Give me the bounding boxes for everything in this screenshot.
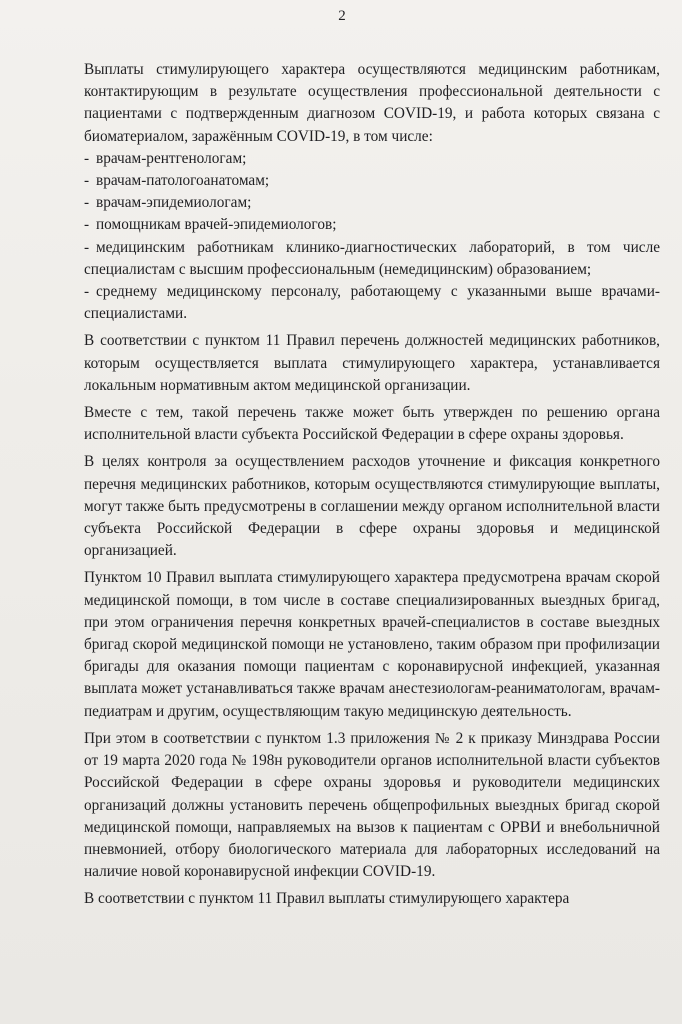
specialist-list bbox=[84, 148, 660, 326]
list-item: - врачам-эпидемиологам; bbox=[84, 194, 252, 212]
intro-paragraph bbox=[84, 59, 660, 148]
page-number: 2 bbox=[338, 8, 346, 24]
list-item: - медицинским работникам клинико-диагностических лабораторий, в том числе специалистам с высшим профессиональным (немедицинским) образованием; bbox=[84, 238, 660, 278]
list-item: - врачам-рентгенологам; bbox=[84, 149, 247, 167]
paragraph: Пунктом 10 Правил выплата стимулирующего характера предусмотрена врачам скорой медицинской помощи, в том числе в составе специализированных выездных бригад, при этом ограничения перечня конкретных врачей-специалистов в составе выездных бригад скорой медицинской помощи не установлено, таким образом при профилизации бригады для оказания помощи пациентам с коронавирусной инфекцией, указанная выплата может устанавливаться также врачам анестезиологам-реаниматологам, врачам-педиатрам и другим, осуществляющим такую медицинскую деятельность. bbox=[84, 569, 660, 720]
list-item: - врачам-патологоанатомам; bbox=[84, 172, 270, 190]
list-item: - помощникам врачей-эпидемиологов; bbox=[84, 216, 337, 234]
paragraph: При этом в соответствии с пунктом 1.3 приложения № 2 к приказу Минздрава России от 19 марта 2020 года № 198н руководители органов исполнительной власти субъектов Российской Федерации в сфере охраны здоровья и руководители медицинских организаций должны установить перечень общепрофильных выездных бригад скорой медицинской помощи, направляемых на вызов к пациентам с ОРВИ и внебольничной пневмонией, отбору биологического материала для лабораторных исследований на наличие новой коронавирусной инфекции COVID-19. bbox=[84, 729, 660, 881]
paragraph: В соответствии с пунктом 11 Правил перечень должностей медицинских работников, которым осуществляется выплата стимулирующего характера, устанавливается локальным нормативным актом медицинской организации. bbox=[84, 332, 660, 394]
paragraph: В соответствии с пунктом 11 Правил выплаты стимулирующего характера bbox=[84, 890, 570, 908]
intro-text: Выплаты стимулирующего характера осуществляются медицинским работникам, контактирующим в результате осуществления профессиональной деятельности с пациентами с подтвержденным диагнозом COVID-19, и работа которых связана с биоматериалом, заражённым COVID-19, в том числе: bbox=[84, 61, 660, 145]
paragraph: В целях контроля за осуществлением расходов уточнение и фиксация конкретного перечня медицинских работников, которым осуществляются стимулирующие выплаты, могут также быть предусмотрены в соглашении между органом исполнительной власти субъекта Российской Федерации в сфере охраны здоровья и медицинской организацией. bbox=[84, 453, 660, 560]
paragraph: Вместе с тем, такой перечень также может быть утвержден по решению органа исполнительной власти субъекта Российской Федерации в сфере охраны здоровья. bbox=[84, 404, 660, 444]
list-item: - среднему медицинскому персоналу, работающему с указанными выше врачами-специалистами. bbox=[84, 283, 660, 323]
